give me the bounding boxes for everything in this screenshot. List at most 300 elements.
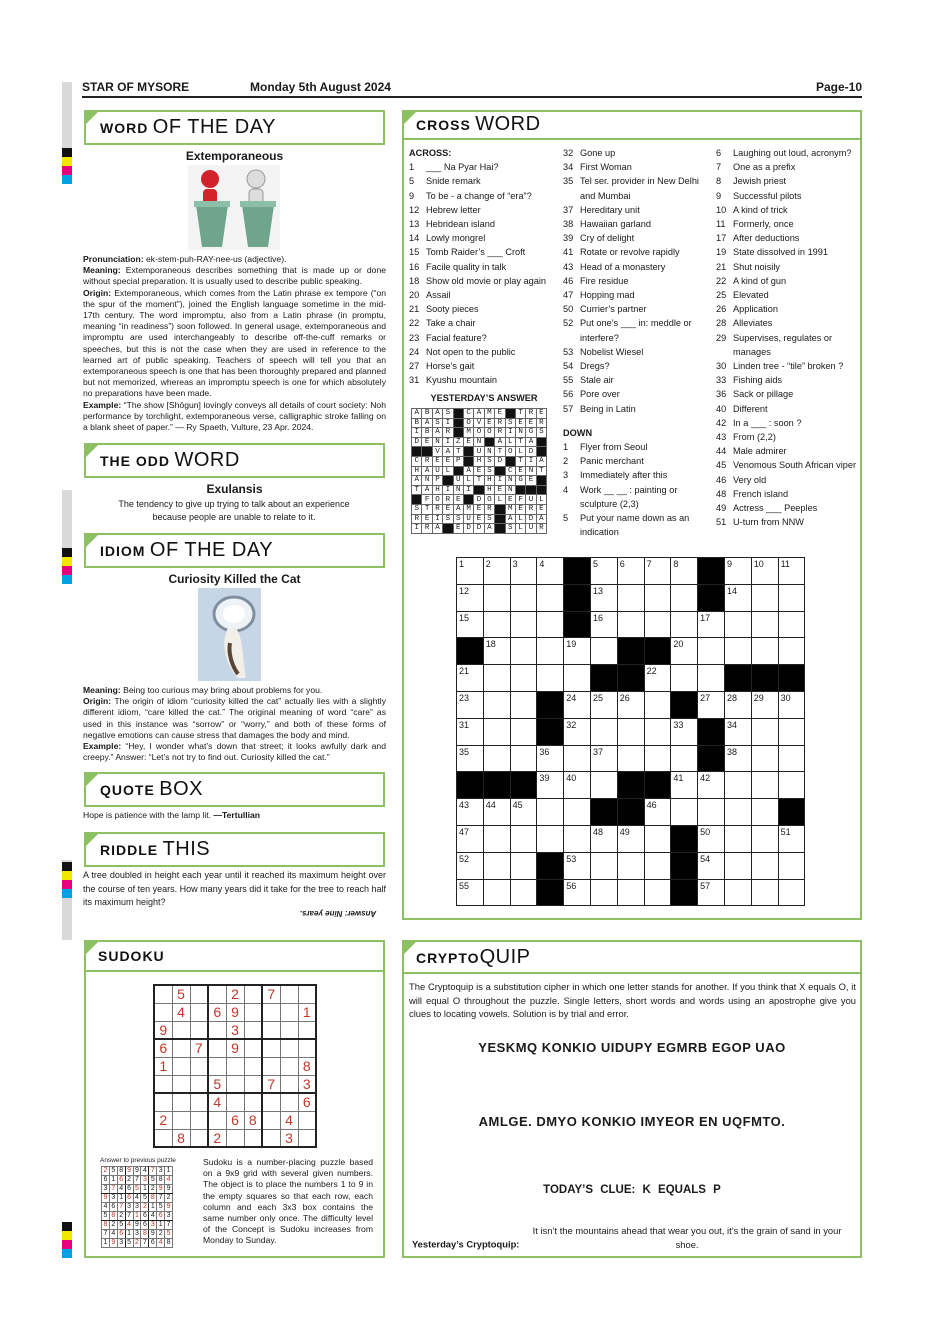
grid-cell[interactable]: 6 bbox=[617, 558, 644, 585]
grid-cell[interactable]: 31 bbox=[457, 718, 484, 745]
sudoku-cell[interactable] bbox=[172, 1093, 190, 1111]
grid-cell[interactable] bbox=[483, 825, 510, 852]
sudoku-cell[interactable] bbox=[244, 1003, 262, 1021]
grid-cell[interactable] bbox=[644, 691, 671, 718]
sudoku-cell[interactable]: 6 bbox=[298, 1093, 316, 1111]
sudoku-cell[interactable] bbox=[208, 1021, 226, 1039]
black-cell[interactable] bbox=[698, 745, 725, 772]
grid-cell[interactable]: 47 bbox=[457, 825, 484, 852]
sudoku-cell[interactable] bbox=[154, 1075, 172, 1093]
black-cell[interactable] bbox=[671, 825, 698, 852]
grid-cell[interactable] bbox=[751, 772, 778, 799]
sudoku-cell[interactable]: 5 bbox=[172, 985, 190, 1003]
black-cell[interactable] bbox=[617, 638, 644, 665]
sudoku-cell[interactable] bbox=[280, 1075, 298, 1093]
sudoku-cell[interactable] bbox=[190, 1057, 208, 1075]
grid-cell[interactable]: 10 bbox=[751, 558, 778, 585]
black-cell[interactable] bbox=[537, 691, 564, 718]
sudoku-cell[interactable]: 9 bbox=[226, 1039, 244, 1057]
grid-cell[interactable] bbox=[751, 638, 778, 665]
grid-cell[interactable] bbox=[671, 799, 698, 826]
grid-cell[interactable] bbox=[590, 852, 617, 879]
grid-cell[interactable]: 43 bbox=[457, 799, 484, 826]
grid-cell[interactable]: 35 bbox=[457, 745, 484, 772]
grid-cell[interactable]: 51 bbox=[778, 825, 805, 852]
grid-cell[interactable]: 39 bbox=[537, 772, 564, 799]
sudoku-cell[interactable] bbox=[298, 1021, 316, 1039]
grid-cell[interactable] bbox=[751, 611, 778, 638]
grid-cell[interactable] bbox=[537, 799, 564, 826]
answer-cell: E bbox=[453, 495, 463, 505]
grid-cell[interactable] bbox=[698, 638, 725, 665]
black-cell[interactable] bbox=[537, 718, 564, 745]
sudoku-cell[interactable]: 7 bbox=[190, 1039, 208, 1057]
clue-number: 17 bbox=[716, 233, 727, 244]
grid-cell[interactable]: 13 bbox=[590, 584, 617, 611]
sudoku-cell[interactable]: 9 bbox=[226, 1003, 244, 1021]
grid-cell[interactable]: 28 bbox=[724, 691, 751, 718]
black-cell[interactable] bbox=[698, 558, 725, 585]
grid-cell[interactable]: 18 bbox=[483, 638, 510, 665]
grid-cell[interactable] bbox=[617, 611, 644, 638]
sudoku-cell[interactable] bbox=[280, 1039, 298, 1057]
answer-cell: A bbox=[422, 485, 432, 495]
black-cell[interactable] bbox=[537, 879, 564, 906]
sudoku-cell[interactable] bbox=[154, 1129, 172, 1147]
grid-cell[interactable]: 21 bbox=[457, 665, 484, 692]
sudoku-cell[interactable] bbox=[262, 1039, 280, 1057]
grid-cell[interactable]: 25 bbox=[590, 691, 617, 718]
sudoku-cell[interactable] bbox=[280, 985, 298, 1003]
grid-cell[interactable]: 49 bbox=[617, 825, 644, 852]
grid-cell[interactable] bbox=[483, 691, 510, 718]
grid-cell[interactable] bbox=[564, 665, 591, 692]
grid-cell[interactable]: 29 bbox=[751, 691, 778, 718]
grid-cell[interactable] bbox=[644, 611, 671, 638]
grid-cell[interactable]: 36 bbox=[537, 745, 564, 772]
grid-cell[interactable]: 44 bbox=[483, 799, 510, 826]
grid-cell[interactable]: 16 bbox=[590, 611, 617, 638]
grid-cell[interactable] bbox=[724, 852, 751, 879]
grid-cell[interactable]: 23 bbox=[457, 691, 484, 718]
sudoku-cell[interactable]: 1 bbox=[154, 1057, 172, 1075]
grid-cell[interactable] bbox=[751, 799, 778, 826]
clue-text: Hawaiian garland bbox=[580, 219, 651, 230]
clue-item bbox=[716, 217, 858, 231]
grid-cell[interactable] bbox=[778, 879, 805, 906]
black-cell[interactable] bbox=[590, 799, 617, 826]
answer-cell: L bbox=[443, 466, 453, 476]
answer-black-cell bbox=[474, 485, 484, 495]
grid-cell[interactable]: 46 bbox=[644, 799, 671, 826]
grid-cell[interactable] bbox=[510, 584, 537, 611]
grid-cell[interactable]: 41 bbox=[671, 772, 698, 799]
answer-cell: M bbox=[505, 504, 515, 514]
sudoku-cell[interactable] bbox=[244, 1075, 262, 1093]
sudoku-answer-cell: 2 bbox=[142, 1203, 147, 1210]
grid-cell[interactable] bbox=[510, 611, 537, 638]
black-cell[interactable] bbox=[617, 799, 644, 826]
sudoku-cell[interactable] bbox=[190, 1129, 208, 1147]
grid-cell[interactable]: 12 bbox=[457, 584, 484, 611]
grid-cell[interactable] bbox=[644, 584, 671, 611]
black-cell[interactable] bbox=[617, 772, 644, 799]
black-cell[interactable] bbox=[671, 852, 698, 879]
sudoku-cell[interactable] bbox=[190, 1021, 208, 1039]
grid-cell[interactable] bbox=[590, 638, 617, 665]
sudoku-cell[interactable]: 3 bbox=[226, 1021, 244, 1039]
clue-item bbox=[716, 160, 858, 174]
grid-cell[interactable] bbox=[644, 718, 671, 745]
grid-cell[interactable] bbox=[510, 665, 537, 692]
black-cell[interactable] bbox=[644, 772, 671, 799]
grid-cell[interactable] bbox=[671, 745, 698, 772]
sudoku-cell[interactable] bbox=[172, 1075, 190, 1093]
clue-item bbox=[409, 359, 559, 373]
grid-cell[interactable]: 53 bbox=[564, 852, 591, 879]
sudoku-answer-cell: 7 bbox=[119, 1203, 124, 1210]
grid-cell[interactable] bbox=[724, 879, 751, 906]
sudoku-cell[interactable]: 8 bbox=[172, 1129, 190, 1147]
grid-cell[interactable]: 4 bbox=[537, 558, 564, 585]
sudoku-cell[interactable] bbox=[172, 1039, 190, 1057]
sudoku-cell[interactable] bbox=[172, 1111, 190, 1129]
sudoku-cell[interactable] bbox=[190, 985, 208, 1003]
black-cell[interactable] bbox=[751, 665, 778, 692]
sudoku-cell[interactable]: 6 bbox=[154, 1039, 172, 1057]
grid-cell[interactable]: 8 bbox=[671, 558, 698, 585]
answer-cell: H bbox=[484, 485, 494, 495]
black-cell[interactable] bbox=[457, 638, 484, 665]
grid-cell[interactable]: 37 bbox=[590, 745, 617, 772]
sudoku-cell[interactable] bbox=[154, 985, 172, 1003]
sudoku-cell[interactable] bbox=[280, 1003, 298, 1021]
clue-item bbox=[716, 444, 858, 458]
label: Example: bbox=[83, 741, 122, 752]
sudoku-cell[interactable] bbox=[244, 1129, 262, 1147]
grid-cell[interactable]: 19 bbox=[564, 638, 591, 665]
sudoku-cell[interactable] bbox=[244, 1093, 262, 1111]
black-cell[interactable] bbox=[778, 665, 805, 692]
black-cell[interactable] bbox=[671, 691, 698, 718]
sudoku-cell[interactable] bbox=[280, 1021, 298, 1039]
sudoku-answer-cell: 3 bbox=[150, 1221, 155, 1228]
grid-cell[interactable]: 11 bbox=[778, 558, 805, 585]
black-cell[interactable] bbox=[698, 718, 725, 745]
black-cell[interactable] bbox=[778, 799, 805, 826]
sudoku-cell[interactable] bbox=[226, 1093, 244, 1111]
answer-cell: I bbox=[412, 428, 422, 438]
grid-cell[interactable]: 57 bbox=[698, 879, 725, 906]
grid-cell[interactable]: 55 bbox=[457, 879, 484, 906]
answer-cell: T bbox=[422, 504, 432, 514]
grid-cell[interactable]: 24 bbox=[564, 691, 591, 718]
grid-cell[interactable] bbox=[751, 718, 778, 745]
answer-cell: D bbox=[495, 456, 505, 466]
grid-cell[interactable] bbox=[778, 638, 805, 665]
grid-cell[interactable] bbox=[537, 825, 564, 852]
sudoku-cell[interactable] bbox=[262, 1021, 280, 1039]
grid-cell[interactable] bbox=[537, 638, 564, 665]
grid-cell[interactable]: 34 bbox=[724, 718, 751, 745]
sudoku-cell[interactable] bbox=[172, 1021, 190, 1039]
grid-cell[interactable]: 3 bbox=[510, 558, 537, 585]
sudoku-cell[interactable] bbox=[298, 1129, 316, 1147]
grid-cell[interactable] bbox=[724, 638, 751, 665]
sudoku-cell[interactable] bbox=[280, 1057, 298, 1075]
grid-cell[interactable] bbox=[644, 825, 671, 852]
sudoku-cell[interactable] bbox=[262, 1111, 280, 1129]
clue-text: Stale air bbox=[580, 375, 614, 386]
grid-cell[interactable] bbox=[778, 745, 805, 772]
grid-cell[interactable] bbox=[483, 611, 510, 638]
clue-item bbox=[716, 316, 858, 330]
grid-cell[interactable] bbox=[483, 745, 510, 772]
crossword-grid bbox=[456, 557, 805, 906]
sudoku-cell[interactable]: 6 bbox=[208, 1003, 226, 1021]
grid-cell[interactable] bbox=[510, 852, 537, 879]
sudoku-cell[interactable]: 7 bbox=[262, 985, 280, 1003]
grid-cell[interactable] bbox=[483, 584, 510, 611]
grid-cell[interactable] bbox=[778, 852, 805, 879]
grid-cell[interactable] bbox=[617, 852, 644, 879]
sudoku-cell[interactable]: 8 bbox=[244, 1111, 262, 1129]
grid-cell[interactable] bbox=[644, 745, 671, 772]
clue-number: 20 bbox=[409, 290, 420, 301]
black-cell[interactable] bbox=[671, 879, 698, 906]
sudoku-cell[interactable]: 7 bbox=[262, 1075, 280, 1093]
sudoku-cell[interactable] bbox=[262, 1003, 280, 1021]
clue-text: Put one’s ___ in: meddle or interfere? bbox=[580, 318, 692, 343]
black-cell[interactable] bbox=[724, 665, 751, 692]
paper-name: STAR OF MYSORE bbox=[82, 80, 190, 94]
grid-cell[interactable] bbox=[724, 825, 751, 852]
grid-cell[interactable]: 26 bbox=[617, 691, 644, 718]
black-cell[interactable] bbox=[564, 584, 591, 611]
sudoku-cell[interactable]: 9 bbox=[154, 1021, 172, 1039]
grid-cell[interactable]: 48 bbox=[590, 825, 617, 852]
grid-cell[interactable] bbox=[483, 852, 510, 879]
sudoku-cell[interactable]: 2 bbox=[208, 1129, 226, 1147]
sudoku-cell[interactable]: 2 bbox=[154, 1111, 172, 1129]
clue-item bbox=[716, 458, 858, 472]
sudoku-answer-cell: 4 bbox=[150, 1212, 155, 1219]
grid-cell[interactable]: 52 bbox=[457, 852, 484, 879]
grid-cell[interactable] bbox=[483, 879, 510, 906]
sudoku-answer-cell: 9 bbox=[135, 1221, 139, 1228]
clue-number: 22 bbox=[716, 275, 727, 286]
grid-cell[interactable]: 54 bbox=[698, 852, 725, 879]
sudoku-answer-cell: 4 bbox=[135, 1194, 139, 1201]
clue-text: Application bbox=[733, 304, 778, 315]
sudoku-cell[interactable] bbox=[244, 985, 262, 1003]
black-cell[interactable] bbox=[644, 638, 671, 665]
sudoku-cell[interactable] bbox=[298, 985, 316, 1003]
sudoku-cell[interactable] bbox=[208, 1057, 226, 1075]
grid-cell[interactable] bbox=[483, 718, 510, 745]
grid-cell[interactable]: 7 bbox=[644, 558, 671, 585]
sudoku-answer-cell: 8 bbox=[119, 1167, 124, 1174]
grid-cell[interactable] bbox=[778, 772, 805, 799]
grid-cell[interactable] bbox=[724, 772, 751, 799]
grid-cell[interactable]: 5 bbox=[590, 558, 617, 585]
sudoku-cell[interactable] bbox=[244, 1021, 262, 1039]
sudoku-cell[interactable] bbox=[244, 1057, 262, 1075]
black-cell[interactable] bbox=[564, 611, 591, 638]
grid-cell[interactable] bbox=[751, 852, 778, 879]
grid-cell[interactable] bbox=[617, 718, 644, 745]
grid-cell[interactable] bbox=[590, 718, 617, 745]
grid-cell[interactable] bbox=[751, 584, 778, 611]
black-cell[interactable] bbox=[617, 665, 644, 692]
clue-text: Put your name down as an indication bbox=[580, 513, 690, 538]
black-cell[interactable] bbox=[483, 772, 510, 799]
answer-cell: I bbox=[495, 476, 505, 486]
grid-cell[interactable] bbox=[671, 584, 698, 611]
sudoku-cell[interactable] bbox=[190, 1075, 208, 1093]
sudoku-cell[interactable] bbox=[190, 1093, 208, 1111]
grid-cell[interactable] bbox=[483, 665, 510, 692]
grid-cell[interactable]: 27 bbox=[698, 691, 725, 718]
grid-cell[interactable] bbox=[564, 745, 591, 772]
grid-cell[interactable]: 32 bbox=[564, 718, 591, 745]
grid-cell[interactable] bbox=[510, 745, 537, 772]
grid-cell[interactable]: 56 bbox=[564, 879, 591, 906]
black-cell[interactable] bbox=[510, 772, 537, 799]
sudoku-cell[interactable]: 8 bbox=[298, 1057, 316, 1075]
sudoku-cell[interactable]: 3 bbox=[298, 1075, 316, 1093]
clue-number: 9 bbox=[409, 190, 415, 201]
grid-cell[interactable] bbox=[751, 825, 778, 852]
black-cell[interactable] bbox=[564, 558, 591, 585]
grid-cell[interactable] bbox=[671, 611, 698, 638]
grid-cell[interactable]: 38 bbox=[724, 745, 751, 772]
grid-cell[interactable] bbox=[510, 718, 537, 745]
grid-cell[interactable]: 22 bbox=[644, 665, 671, 692]
grid-cell[interactable]: 40 bbox=[564, 772, 591, 799]
sudoku-cell[interactable] bbox=[154, 1093, 172, 1111]
answer-cell: A bbox=[484, 524, 494, 534]
sudoku-cell[interactable]: 5 bbox=[208, 1075, 226, 1093]
grid-cell[interactable]: 33 bbox=[671, 718, 698, 745]
grid-cell[interactable]: 14 bbox=[724, 584, 751, 611]
grid-cell[interactable]: 42 bbox=[698, 772, 725, 799]
grid-cell[interactable] bbox=[617, 745, 644, 772]
grid-cell[interactable] bbox=[537, 584, 564, 611]
sudoku-cell[interactable] bbox=[190, 1111, 208, 1129]
clue-item bbox=[409, 316, 559, 330]
grid-cell[interactable] bbox=[778, 611, 805, 638]
sudoku-answer-cell: 6 bbox=[119, 1176, 124, 1183]
sudoku-cell[interactable] bbox=[280, 1093, 298, 1111]
grid-cell[interactable]: 15 bbox=[457, 611, 484, 638]
sudoku-answer-cell: 5 bbox=[103, 1212, 108, 1219]
grid-cell[interactable] bbox=[698, 665, 725, 692]
sudoku-grid bbox=[153, 984, 317, 1148]
sudoku-cell[interactable]: 6 bbox=[226, 1111, 244, 1129]
grid-cell[interactable] bbox=[590, 772, 617, 799]
sudoku-cell[interactable] bbox=[208, 1039, 226, 1057]
sudoku-cell[interactable] bbox=[172, 1057, 190, 1075]
clue-number: 1 bbox=[409, 162, 415, 173]
sudoku-cell[interactable] bbox=[298, 1039, 316, 1057]
sudoku-answer-cell: 7 bbox=[166, 1221, 171, 1228]
answer-cell: R bbox=[422, 524, 432, 534]
grid-cell[interactable]: 17 bbox=[698, 611, 725, 638]
grid-cell[interactable] bbox=[617, 879, 644, 906]
grid-cell[interactable] bbox=[778, 584, 805, 611]
clue-number: 38 bbox=[563, 219, 574, 230]
black-cell[interactable] bbox=[537, 852, 564, 879]
sudoku-cell[interactable]: 3 bbox=[280, 1129, 298, 1147]
grid-cell[interactable]: 30 bbox=[778, 691, 805, 718]
answer-cell: N bbox=[432, 437, 442, 447]
grid-cell[interactable] bbox=[724, 611, 751, 638]
sudoku-cell[interactable] bbox=[226, 1129, 244, 1147]
sudoku-cell[interactable]: 2 bbox=[226, 985, 244, 1003]
sudoku-cell[interactable] bbox=[262, 1093, 280, 1111]
sudoku-cell[interactable] bbox=[226, 1075, 244, 1093]
answer-cell: B bbox=[412, 418, 422, 428]
grid-cell[interactable]: 9 bbox=[724, 558, 751, 585]
grid-cell[interactable] bbox=[698, 799, 725, 826]
grid-cell[interactable] bbox=[510, 638, 537, 665]
sudoku-cell[interactable]: 4 bbox=[208, 1093, 226, 1111]
grid-cell[interactable] bbox=[644, 879, 671, 906]
grid-cell[interactable] bbox=[564, 799, 591, 826]
grid-cell[interactable] bbox=[617, 584, 644, 611]
grid-cell[interactable] bbox=[724, 799, 751, 826]
sudoku-cell[interactable] bbox=[226, 1057, 244, 1075]
cryptoquip-intro: The Cryptoquip is a substitution cipher in which one letter stands for another. If you think that X equals O, it will equal O throughout the puzzle. Single letters, short words and words using an apostrophe give you clues to locating vowels. Solution is by trial and error. bbox=[409, 981, 856, 1019]
grid-cell[interactable]: 45 bbox=[510, 799, 537, 826]
sudoku-cell[interactable] bbox=[154, 1003, 172, 1021]
grid-cell[interactable] bbox=[751, 745, 778, 772]
grid-cell[interactable] bbox=[537, 665, 564, 692]
answer-black-cell bbox=[495, 504, 505, 514]
grid-cell[interactable] bbox=[778, 718, 805, 745]
grid-cell[interactable]: 20 bbox=[671, 638, 698, 665]
grid-cell[interactable] bbox=[510, 691, 537, 718]
sudoku-cell[interactable]: 4 bbox=[280, 1111, 298, 1129]
sudoku-cell[interactable] bbox=[208, 985, 226, 1003]
sudoku-cell[interactable] bbox=[262, 1057, 280, 1075]
sudoku-cell[interactable] bbox=[208, 1111, 226, 1129]
grid-cell[interactable] bbox=[564, 825, 591, 852]
grid-cell[interactable]: 1 bbox=[457, 558, 484, 585]
sudoku-cell[interactable]: 4 bbox=[172, 1003, 190, 1021]
clue-number: 9 bbox=[716, 190, 722, 201]
grid-cell[interactable] bbox=[510, 825, 537, 852]
sudoku-cell[interactable] bbox=[244, 1039, 262, 1057]
grid-cell[interactable] bbox=[671, 665, 698, 692]
grid-cell[interactable] bbox=[590, 879, 617, 906]
black-cell[interactable] bbox=[457, 772, 484, 799]
sudoku-cell[interactable] bbox=[298, 1111, 316, 1129]
clue-item bbox=[563, 146, 711, 160]
grid-cell[interactable] bbox=[510, 879, 537, 906]
grid-cell[interactable]: 50 bbox=[698, 825, 725, 852]
grid-cell[interactable] bbox=[644, 852, 671, 879]
sudoku-cell[interactable]: 1 bbox=[298, 1003, 316, 1021]
grid-cell[interactable] bbox=[751, 879, 778, 906]
grid-cell[interactable] bbox=[537, 611, 564, 638]
sudoku-cell[interactable] bbox=[190, 1003, 208, 1021]
sudoku-cell[interactable] bbox=[262, 1129, 280, 1147]
black-cell[interactable] bbox=[590, 665, 617, 692]
grid-cell[interactable]: 2 bbox=[483, 558, 510, 585]
black-cell[interactable] bbox=[698, 584, 725, 611]
